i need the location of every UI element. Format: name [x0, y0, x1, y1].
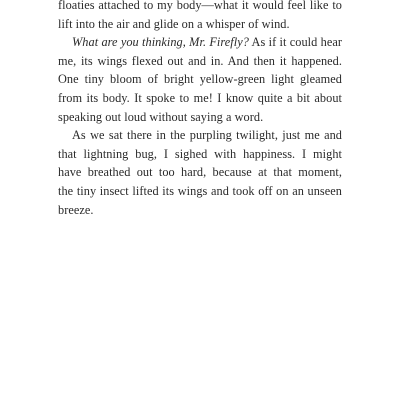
body-text: [58, 0, 342, 219]
paragraph-2-line-3: One tiny bloom of bright yellow-green light gleamed: [58, 72, 342, 87]
paragraph-3-line-2: that lightning bug, I sighed with happiness. I might: [58, 146, 342, 161]
paragraph-2-line-1-rest: As if it could hear: [248, 35, 342, 50]
paragraph-3-line-5: breeze.: [58, 202, 94, 217]
paragraph-2-line-5: speaking out loud without saying a word.: [58, 109, 264, 124]
paragraph-3-line-1: As we sat there in the purpling twilight, just me and: [72, 128, 342, 143]
paragraph-2-line-4: from its body. It spoke to me! I know quite a bit about: [58, 90, 342, 105]
paragraph-3-line-3: have breathed out too hard, because at that moment,: [58, 165, 342, 180]
italic-thought: What are you thinking, Mr. Firefly?: [72, 35, 249, 50]
paragraph-2-line-2: me, its wings flexed out and in. And then it happened.: [58, 53, 342, 68]
paragraph-1-line-1: floaties attached to my body—what it would feel like to: [58, 0, 342, 12]
paragraph-1-line-2: lift into the air and glide on a whisper of wind.: [58, 16, 290, 31]
paragraph-2-line-1: [58, 33, 342, 52]
paragraph-3-line-4: the tiny insect lifted its wings and took off on an unseen: [58, 183, 342, 198]
